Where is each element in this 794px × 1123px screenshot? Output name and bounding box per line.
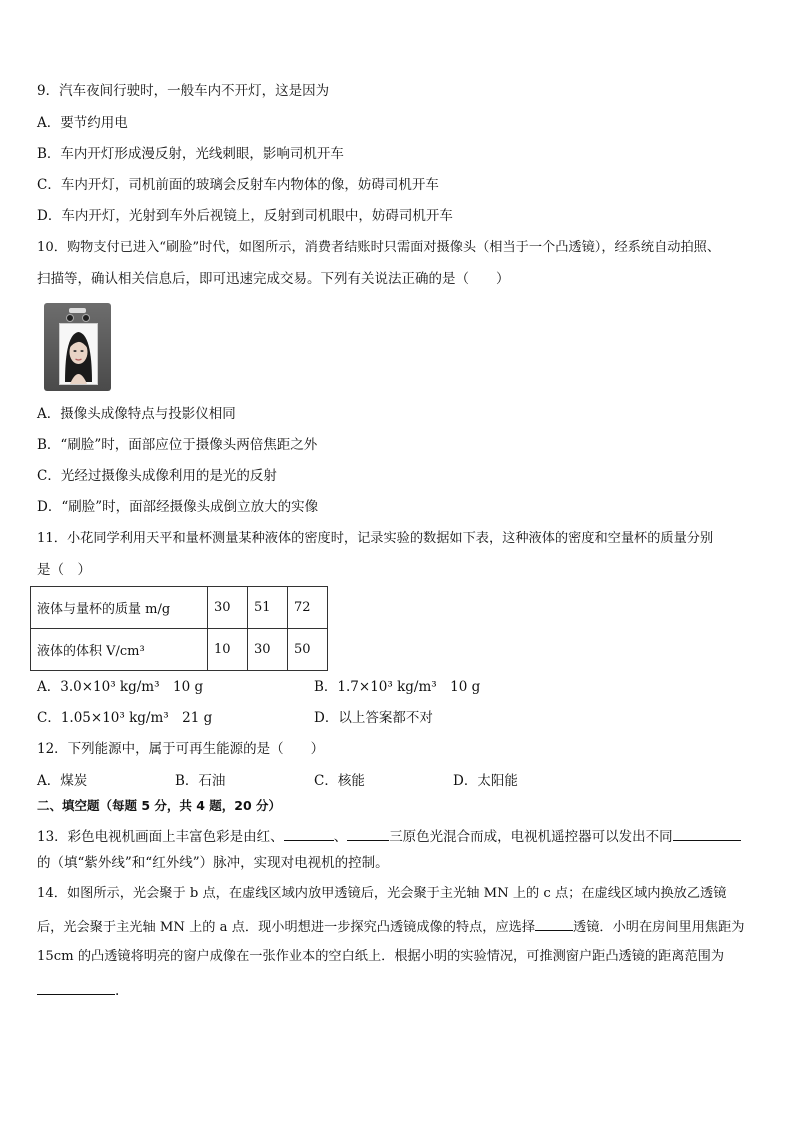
camera-lens-icon bbox=[66, 314, 74, 322]
table-cell: 10 bbox=[208, 629, 248, 671]
q13-text: 三原色光混合而成，电视机遥控器可以发出不同 bbox=[389, 829, 673, 845]
face-screen bbox=[59, 323, 98, 385]
table-cell: 30 bbox=[208, 587, 248, 629]
table-cell-label: 液体与量杯的质量 m/g bbox=[31, 587, 208, 629]
table-row bbox=[31, 587, 328, 629]
table-cell-label: 液体的体积 V/cm³ bbox=[31, 629, 208, 671]
q14-text: . bbox=[115, 983, 120, 999]
q11-stem-line1: 11．小花同学利用天平和量杯测量某种液体的密度时，记录实验的数据如下表，这种液体的密度和空量杯的质量分别 bbox=[37, 531, 714, 546]
q12-stem: 12．下列能源中，属于可再生能源的是（ ） bbox=[37, 741, 325, 757]
table-cell: 51 bbox=[248, 587, 288, 629]
q11-stem-line2: 是（ ） bbox=[37, 562, 91, 578]
q14-line3: 15cm 的凸透镜将明亮的窗户成像在一张作业本的空白纸上．根据小明的实验情况，可推测窗户距凸透镜的距离范围为 bbox=[37, 949, 725, 964]
q9-option-a: A．要节约用电 bbox=[37, 115, 128, 131]
camera-lens-icon bbox=[82, 314, 90, 322]
q9-option-d: D．车内开灯，光射到车外后视镜上，反射到司机眼中，妨碍司机开车 bbox=[37, 208, 453, 224]
table-row bbox=[31, 629, 328, 671]
answer-blank[interactable] bbox=[673, 826, 741, 841]
q12-option-d: D．太阳能 bbox=[453, 773, 518, 789]
q10-option-a: A．摄像头成像特点与投影仪相同 bbox=[37, 406, 236, 422]
q10-stem-line2: 扫描等，确认相关信息后，即可迅速完成交易。下列有关说法正确的是（ ） bbox=[37, 271, 510, 287]
answer-blank[interactable] bbox=[37, 980, 115, 995]
section-heading: 二、填空题（每题 5 分，共 4 题，20 分） bbox=[37, 798, 282, 813]
q9-stem: 9．汽车夜间行驶时，一般车内不开灯，这是因为 bbox=[37, 83, 330, 99]
q11-option-c: C．1.05×10³ kg/m³ 21 g bbox=[37, 710, 213, 726]
q14-line4 bbox=[37, 980, 119, 1001]
q10-option-d: D．“刷脸”时，面部经摄像头成倒立放大的实像 bbox=[37, 499, 319, 515]
q11-option-b: B．1.7×10³ kg/m³ 10 g bbox=[314, 679, 481, 695]
q14-text: 透镜．小明在房间里用焦距为 bbox=[573, 920, 745, 935]
answer-blank[interactable] bbox=[347, 826, 389, 841]
q14-line2 bbox=[37, 916, 744, 938]
face-portrait-icon bbox=[60, 324, 97, 384]
camera-bar-icon bbox=[69, 308, 86, 313]
q12-option-c: C．核能 bbox=[314, 773, 365, 789]
face-scan-camera-image bbox=[44, 303, 111, 391]
q10-option-c: C．光经过摄像头成像利用的是光的反射 bbox=[37, 468, 277, 484]
q13-text: 13．彩色电视机画面上丰富色彩是由红、 bbox=[37, 829, 284, 845]
q13-line2: 的（填“紫外线”和“红外线”）脉冲，实现对电视机的控制。 bbox=[37, 855, 389, 871]
table-cell: 72 bbox=[288, 587, 328, 629]
q13-text: 、 bbox=[333, 829, 348, 845]
q10-option-b: B．“刷脸”时，面部应位于摄像头两倍焦距之外 bbox=[37, 437, 318, 453]
q14-text: 后，光会聚于主光轴 MN 上的 a 点．现小明想进一步探究凸透镜成像的特点，应选择 bbox=[37, 920, 536, 935]
table-cell: 50 bbox=[288, 629, 328, 671]
q12-option-b: B．石油 bbox=[175, 773, 226, 789]
q11-option-d: D．以上答案都不对 bbox=[314, 710, 433, 726]
answer-blank[interactable] bbox=[284, 826, 334, 841]
q14-line1: 14．如图所示，光会聚于 b 点，在虚线区域内放甲透镜后，光会聚于主光轴 MN 上的 c 点；在虚线区域内换放乙透镜 bbox=[37, 886, 727, 901]
data-table bbox=[30, 586, 328, 671]
q12-option-a: A．煤炭 bbox=[37, 773, 88, 789]
table-cell: 30 bbox=[248, 629, 288, 671]
q10-stem-line1: 10．购物支付已进入“刷脸”时代，如图所示，消费者结账时只需面对摄像头（相当于一个凸透镜），经系统自动拍照、 bbox=[37, 240, 721, 255]
q13-line1 bbox=[37, 826, 741, 847]
q9-option-b: B．车内开灯形成漫反射，光线刺眼，影响司机开车 bbox=[37, 146, 344, 162]
q11-option-a: A．3.0×10³ kg/m³ 10 g bbox=[37, 679, 204, 695]
q9-option-c: C．车内开灯，司机前面的玻璃会反射车内物体的像，妨碍司机开车 bbox=[37, 177, 439, 193]
answer-blank[interactable] bbox=[535, 916, 573, 931]
